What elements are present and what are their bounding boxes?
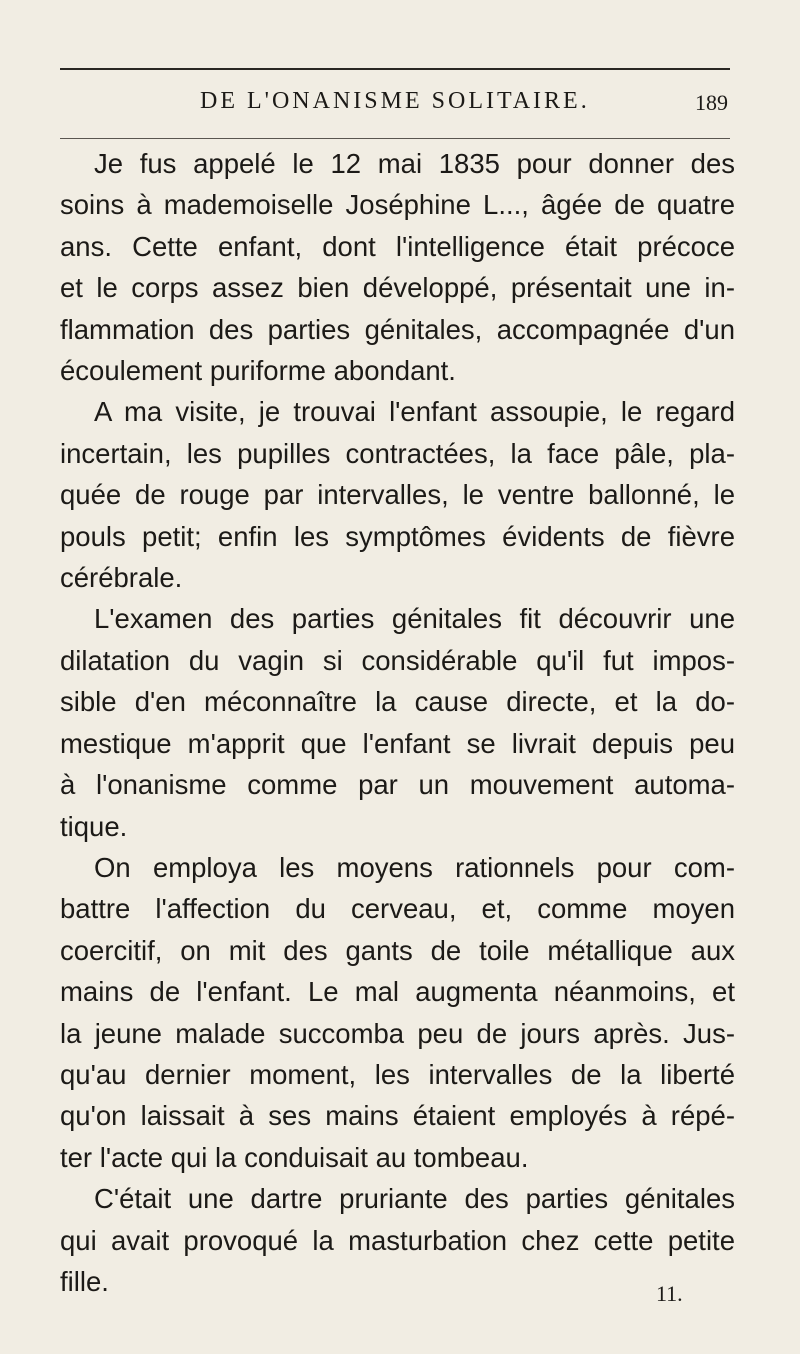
running-head: [60, 88, 730, 118]
text-line: qu'au dernier moment, les intervalles de la liberté: [60, 1058, 735, 1090]
text-line: et le corps assez bien développé, présentait une in-: [60, 272, 735, 304]
text-line: qui avait provoqué la masturbation chez cette petite: [60, 1224, 735, 1256]
text-line: L'examen des parties génitales fit découvrir une: [94, 603, 735, 635]
text-line: quée de rouge par intervalles, le ventre ballonné, le: [60, 479, 735, 511]
text-line: flammation des parties génitales, accompagnée d'un: [60, 313, 735, 345]
text-line: cérébrale.: [60, 562, 183, 594]
page-number: 189: [695, 90, 728, 115]
text-line: On employa les moyens rationnels pour com-: [94, 851, 735, 883]
text-line: battre l'affection du cerveau, et, comme moyen: [60, 893, 735, 925]
text-line: mains de l'enfant. Le mal augmenta néanmoins, et: [60, 976, 735, 1008]
text-line: ter l'acte qui la conduisait au tombeau.: [60, 1141, 529, 1173]
text-line: qu'on laissait à ses mains étaient employés à répé-: [60, 1100, 735, 1132]
body-text: [60, 143, 735, 1302]
header-sub-rule: [60, 138, 730, 139]
header-rule: [60, 68, 730, 70]
text-line: fille.: [60, 1265, 109, 1297]
text-line: Je fus appelé le 12 mai 1835 pour donner des: [94, 148, 735, 179]
text-line: dilatation du vagin si considérable qu'il fut impos-: [60, 644, 735, 676]
text-line: C'était une dartre pruriante des parties génitales: [94, 1183, 735, 1215]
text-line: mestique m'apprit que l'enfant se livrait depuis peu: [60, 727, 735, 759]
text-line: sible d'en méconnaître la cause directe, et la do-: [60, 686, 735, 718]
text-line: coercitif, on mit des gants de toile métallique aux: [60, 934, 735, 966]
text-line: ans. Cette enfant, dont l'intelligence était précoce: [60, 230, 735, 262]
text-line: tique.: [60, 810, 128, 842]
text-line: la jeune malade succomba peu de jours après. Jus-: [60, 1017, 735, 1049]
text-line: écoulement puriforme abondant.: [60, 355, 456, 387]
text-line: pouls petit; enfin les symptômes évidents de fièvre: [60, 520, 735, 552]
text-line: incertain, les pupilles contractées, la face pâle, pla-: [60, 437, 735, 469]
text-line: A ma visite, je trouvai l'enfant assoupie, le regard: [94, 396, 735, 428]
signature-mark: 11.: [656, 1281, 683, 1306]
text-line: soins à mademoiselle Joséphine L..., âgée de quatre: [60, 189, 735, 221]
running-head-title: DE L'ONANISME SOLITAIRE.: [200, 88, 590, 114]
text-line: à l'onanisme comme par un mouvement automa-: [60, 769, 735, 801]
